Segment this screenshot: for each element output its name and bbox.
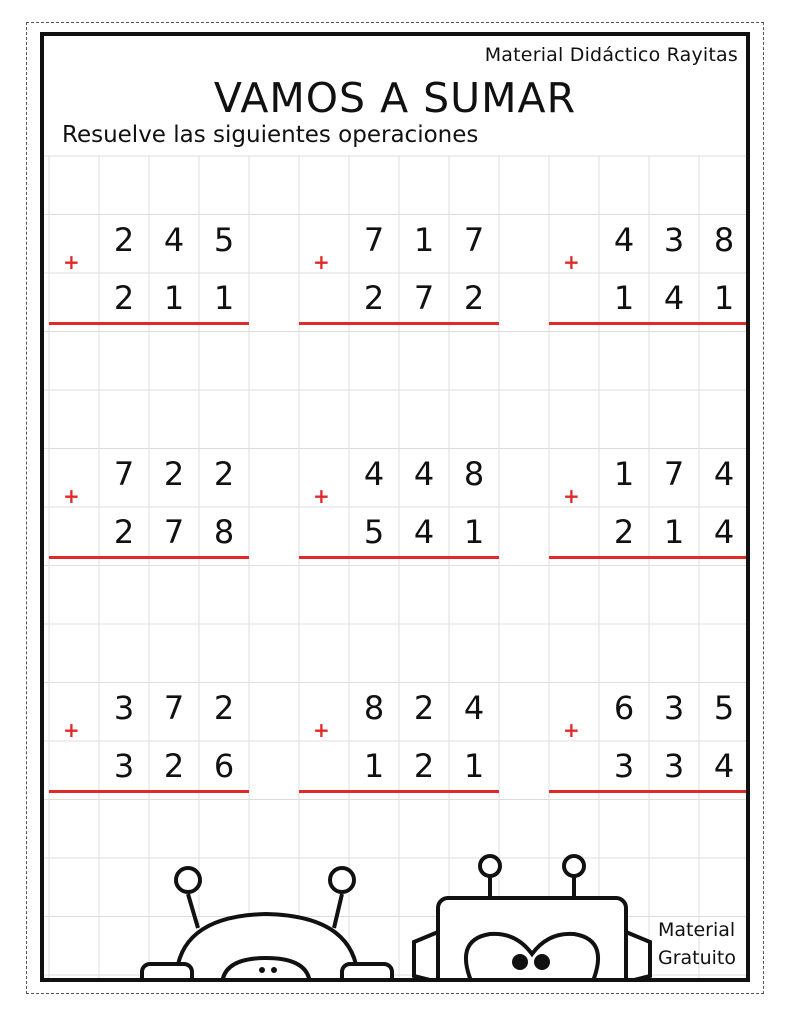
plus-sign: + [313,250,330,274]
digit: 4 [463,689,485,727]
digit: 4 [713,747,735,785]
digit: 3 [113,747,135,785]
digit: 4 [413,455,435,493]
digit: 3 [613,747,635,785]
answer-line [549,322,749,325]
digit: 6 [213,747,235,785]
digit: 2 [213,689,235,727]
digit: 2 [213,455,235,493]
brand-label: Material Didáctico Rayitas [484,44,738,66]
digit: 6 [613,689,635,727]
digit: 7 [163,513,185,551]
answer-line [299,322,499,325]
footer-line-2: Gratuito [657,947,736,969]
digit: 7 [463,221,485,259]
addition-problem [49,678,249,798]
plus-sign: + [63,718,80,742]
digit: 2 [363,279,385,317]
plus-sign: + [63,250,80,274]
digit: 1 [663,513,685,551]
digit: 2 [413,689,435,727]
digit: 4 [163,221,185,259]
digit: 3 [663,689,685,727]
digit: 2 [463,279,485,317]
digit: 7 [363,221,385,259]
addition-problem [49,210,249,330]
digit: 1 [413,221,435,259]
digit: 1 [613,455,635,493]
digit: 4 [613,221,635,259]
footer-label [658,916,736,972]
addition-problem [299,210,499,330]
addition-problem [299,444,499,564]
plus-sign: + [563,484,580,508]
digit: 2 [163,747,185,785]
digit: 8 [713,221,735,259]
digit: 1 [363,747,385,785]
digit: 3 [663,221,685,259]
digit: 7 [663,455,685,493]
footer-line-1: Material [657,919,736,941]
digit: 7 [113,455,135,493]
digit: 1 [163,279,185,317]
answer-line [49,556,249,559]
worksheet [40,32,750,982]
digit: 4 [413,513,435,551]
digit: 1 [713,279,735,317]
digit: 2 [113,279,135,317]
digit: 7 [413,279,435,317]
addition-problem [549,444,749,564]
round-robot-icon [142,868,392,982]
plus-sign: + [313,718,330,742]
digit: 8 [363,689,385,727]
instructions: Resuelve las siguientes operaciones [62,122,479,148]
digit: 5 [213,221,235,259]
plus-sign: + [313,484,330,508]
digit: 4 [713,513,735,551]
digit: 1 [613,279,635,317]
answer-line [299,556,499,559]
digit: 8 [463,455,485,493]
page-title: VAMOS A SUMAR [213,74,577,122]
digit: 3 [663,747,685,785]
plus-sign: + [563,250,580,274]
robots-illustration [44,836,746,982]
digit: 5 [363,513,385,551]
digit: 8 [213,513,235,551]
answer-line [49,790,249,793]
answer-line [549,790,749,793]
digit: 1 [463,747,485,785]
plus-sign: + [563,718,580,742]
digit: 2 [413,747,435,785]
digit: 2 [163,455,185,493]
answer-line [299,790,499,793]
plus-sign: + [63,484,80,508]
digit: 4 [363,455,385,493]
digit: 7 [163,689,185,727]
digit: 2 [613,513,635,551]
digit: 3 [113,689,135,727]
answer-line [549,556,749,559]
addition-problem [299,678,499,798]
answer-line [49,322,249,325]
addition-problem [549,678,749,798]
digit: 2 [113,221,135,259]
square-robot-icon [414,856,650,982]
addition-problem [549,210,749,330]
addition-problem [49,444,249,564]
digit: 2 [113,513,135,551]
digit: 5 [713,689,735,727]
digit: 4 [663,279,685,317]
digit: 1 [463,513,485,551]
digit: 1 [213,279,235,317]
digit: 4 [713,455,735,493]
